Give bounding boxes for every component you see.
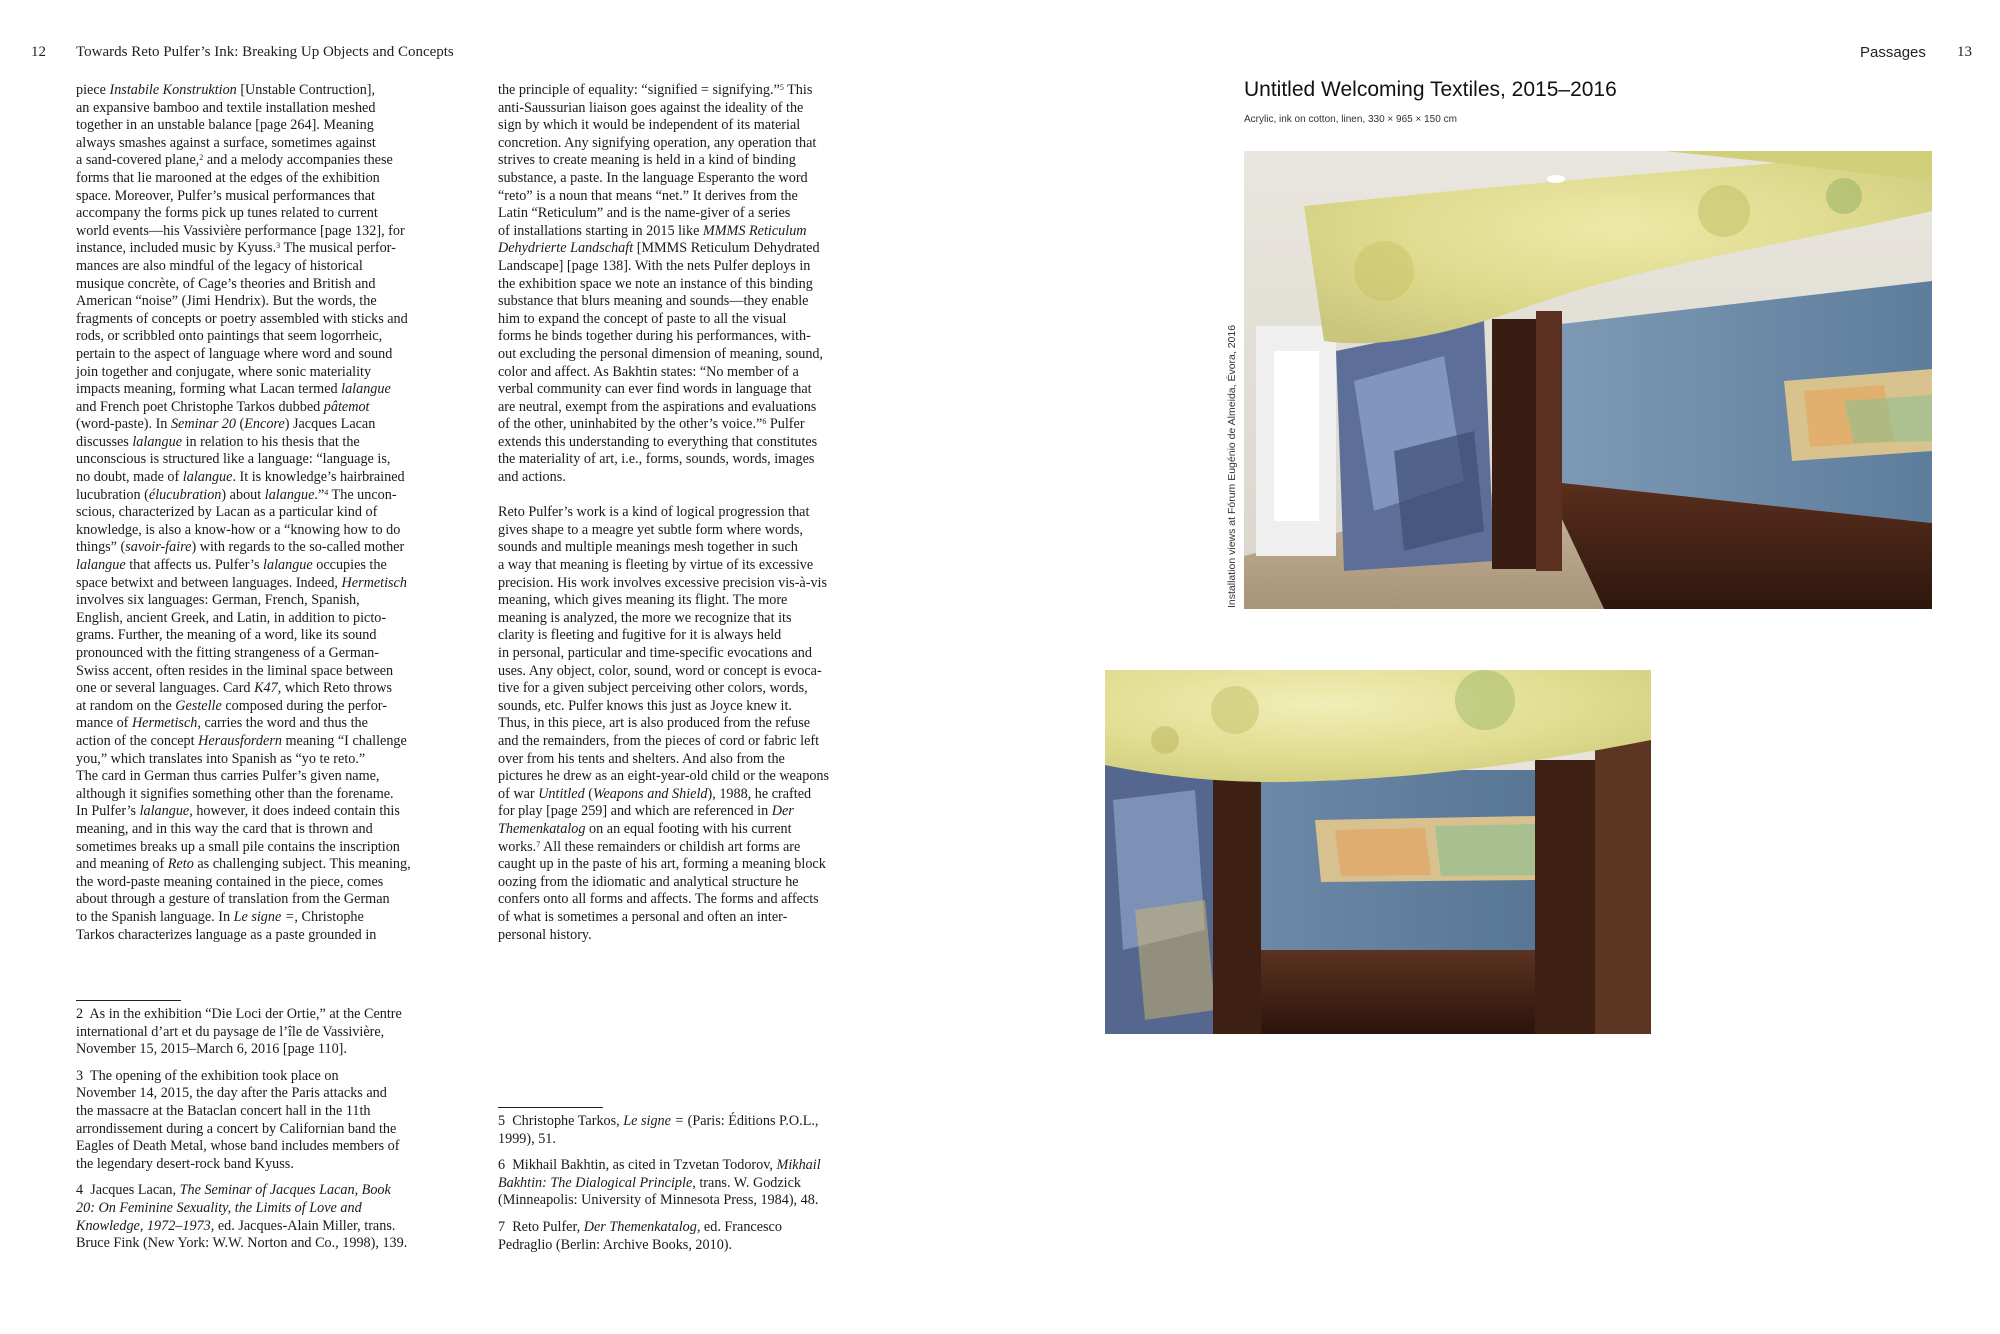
installation-photo-1 [1244,151,1932,609]
body-column-1 [76,82,496,944]
footnote: 7 Reto Pulfer, Der Themenkatalog, ed. Francesco Pedraglio (Berlin: Archive Books, 2010). [498,1218,782,1253]
body-column-2 [498,82,918,944]
footnote-rule [76,1000,181,1001]
footnote: 6 Mikhail Bakhtin, as cited in Tzvetan Todorov, Mikhail Bakhtin: The Dialogical Principle, trans. W. Godzick (Minneapolis: University of Minnesota Press, 1984), 48. [498,1157,821,1209]
footnote: 5 Christophe Tarkos, Le signe = (Paris: Éditions P.O.L., 1999), 51. [498,1113,819,1147]
left-running-title: Towards Reto Pulfer’s Ink: Breaking Up Objects and Concepts [76,44,454,60]
photo-credit: Installation views at Fórum Eugénio de Almeida, Évora, 2016 [1226,324,1238,608]
footnote: 2 As in the exhibition “Die Loci der Ortie,” at the Centre international d’art et du paysage de l’île de Vassivière, November 15, 2015–March 6, 2016 [page 110]. [76,1006,402,1058]
footnote: 4 Jacques Lacan, The Seminar of Jacques Lacan, Book 20: On Feminine Sexuality, the Limits of Love and Knowledge, 1972–1973, ed. Jacques-Alain Miller, trans. Bruce Fink (New York: W.W. Norton and Co., 1998), 139. [76,1182,408,1252]
footnote: 3 The opening of the exhibition took place on November 14, 2015, the day after the Paris attacks and the massacre at the Bataclan concert hall in the 11th arrondissement during a concert by Californian band the Eagles of Death Metal, whose band includes members of the legendary desert-rock band Kyuss. [76,1067,400,1172]
right-section-title: Passages [1860,44,1926,61]
plate-title: Untitled Welcoming Textiles, 2015–2016 [1244,78,1617,101]
footnotes-right [498,1113,918,1263]
body-paragraph: the principle of equality: “signified = signifying.”$^5$ This anti-Saussurian liaison goes against the ideality of the sign by which it would be independent of its material concretion. Any signifying operation, any operation that strives to create meaning is held in a kind of binding substance, a paste. In the language Esperanto the word “reto” is a noun that means “net.” It derives from the Latin “Reticulum” and is the name-giver of a series of installations starting in 2015 like MMMS Reticulum Dehydrierte Landschaft [MMMS Reticulum Dehydrated Landscape] [page 138]. With the nets Pulfer deploys in the exhibition space we note an instance of this binding substance that blurs meaning and sounds—they enable him to expand the concept of paste to all the visual forms he binds together during his performances, with- out excluding the personal dimension of meaning, sound, color and affect. As Bakhtin states: “No member of a verbal community can ever find words in language that are neutral, exempt from the aspirations and evaluations of the other, uninhabited by the other’s voice.”$^6$ Pulfer extends this understanding to everything that constitutes the materiality of art, i.e., forms, sounds, words, images and actions. [498,82,824,486]
left-page-number: 12 [31,44,46,60]
footnotes-left [76,1006,496,1262]
body-paragraph: piece Instabile Konstruktion [Unstable Contruction], an expansive bamboo and textile installation meshed together in an unstable balance [page 264]. Meaning always smashes against a surface, sometimes against a sand-covered plane,$^2$ and a melody accompanies these forms that lie marooned at the edges of the exhibition space. Moreover, Pulfer’s musical performances that accompany the forms pick up tunes related to current world events—his Vassivière performance [page 132], for instance, included music by Kyuss.$^3$ The musical perfor- mances are also mindful of the legacy of historical musique concrète, of Cage’s theories and British and American “noise” (Jimi Hendrix). But the words, the fragments of concepts or poetry assembled with sticks and rods, or scribbled onto paintings that seem logorrheic, pertain to the aspect of language where word and sound join together and conjugate, where sonic materiality impacts meaning, forming what Lacan termed lalangue and French poet Christophe Tarkos dubbed pâtemot (word-paste). In Seminar 20 (Encore) Jacques Lacan discusses lalangue in relation to his thesis that the unconscious is structured like a language: “language is, no doubt, made of lalangue. It is knowledge’s hairbrained lucubration (élucubration) about lalangue.”$^4$ The uncon- scious, characterized by Lacan as a particular kind of knowledge, is also a know-how or a “knowing how to do things” (savoir-faire) with regards to the so-called mother lalangue that affects us. Pulfer’s lalangue occupies the space betwixt and between languages. Indeed, Hermetisch involves six languages: German, French, Spanish, English, ancient Greek, and Latin, in addition to picto- grams. Further, the meaning of a word, like its sound pronounced with the fitting strangeness of a German- Swiss accent, often resides in the liminal space between one or several languages. Card K47, which Reto throws at random on the Gestelle composed during the perfor- mance of Hermetisch, carries the word and thus the action of the concept Herausfordern meaning “I challenge you,” which translates into Spanish as “yo te reto.” The card in German thus carries Pulfer’s given name, although it signifies something other than the forename. In Pulfer’s lalangue, however, it does indeed contain this meaning, and in this way the card that is thrown and sometimes breaks up a small pile contains the inscription and meaning of Reto as challenging subject. This meaning, the word-paste meaning contained in the piece, comes about through a gesture of translation from the German to the Spanish language. In Le signe =, Christophe Tarkos characterizes language as a paste grounded in [76,82,411,943]
installation-photo-2 [1105,670,1651,1034]
installation-photo-2-image [1105,670,1651,1034]
footnote-rule [498,1107,603,1108]
installation-photo-1-image [1244,151,1932,609]
plate-medium: Acrylic, ink on cotton, linen, 330 × 965 × 150 cm [1244,114,1457,125]
right-page-number: 13 [1957,44,1972,60]
body-paragraph: Reto Pulfer’s work is a kind of logical progression that gives shape to a meagre yet subtle form where words, sounds and multiple meanings mesh together in such a way that meaning is fleeting by virtue of its excessive precision. His work involves excessive precision vis-à-vis meaning, which gives meaning its flight. The more meaning is analyzed, the more we recognize that its clarity is fleeting and fugitive for it is always held in personal, particular and time-specific evocations and uses. Any object, color, sound, word or concept is evoca- tive for a given subject perceiving other colors, words, sounds, etc. Pulfer knows this just as Joyce knew it. Thus, in this piece, art is also produced from the refuse and the remainders, from the pieces of cord or fabric left over from his tents and shelters. And also from the pictures he drew as an eight-year-old child or the weapons of war Untitled (Weapons and Shield), 1988, he crafted for play [page 259] and which are referenced in Der Themenkatalog on an equal footing with his current works.$^7$ All these remainders or childish art forms are caught up in the paste of his art, forming a meaning block oozing from the idiomatic and analytical structure he confers onto all forms and affects. The forms and affects of what is sometimes a personal and often an inter- personal history. [498,504,830,943]
